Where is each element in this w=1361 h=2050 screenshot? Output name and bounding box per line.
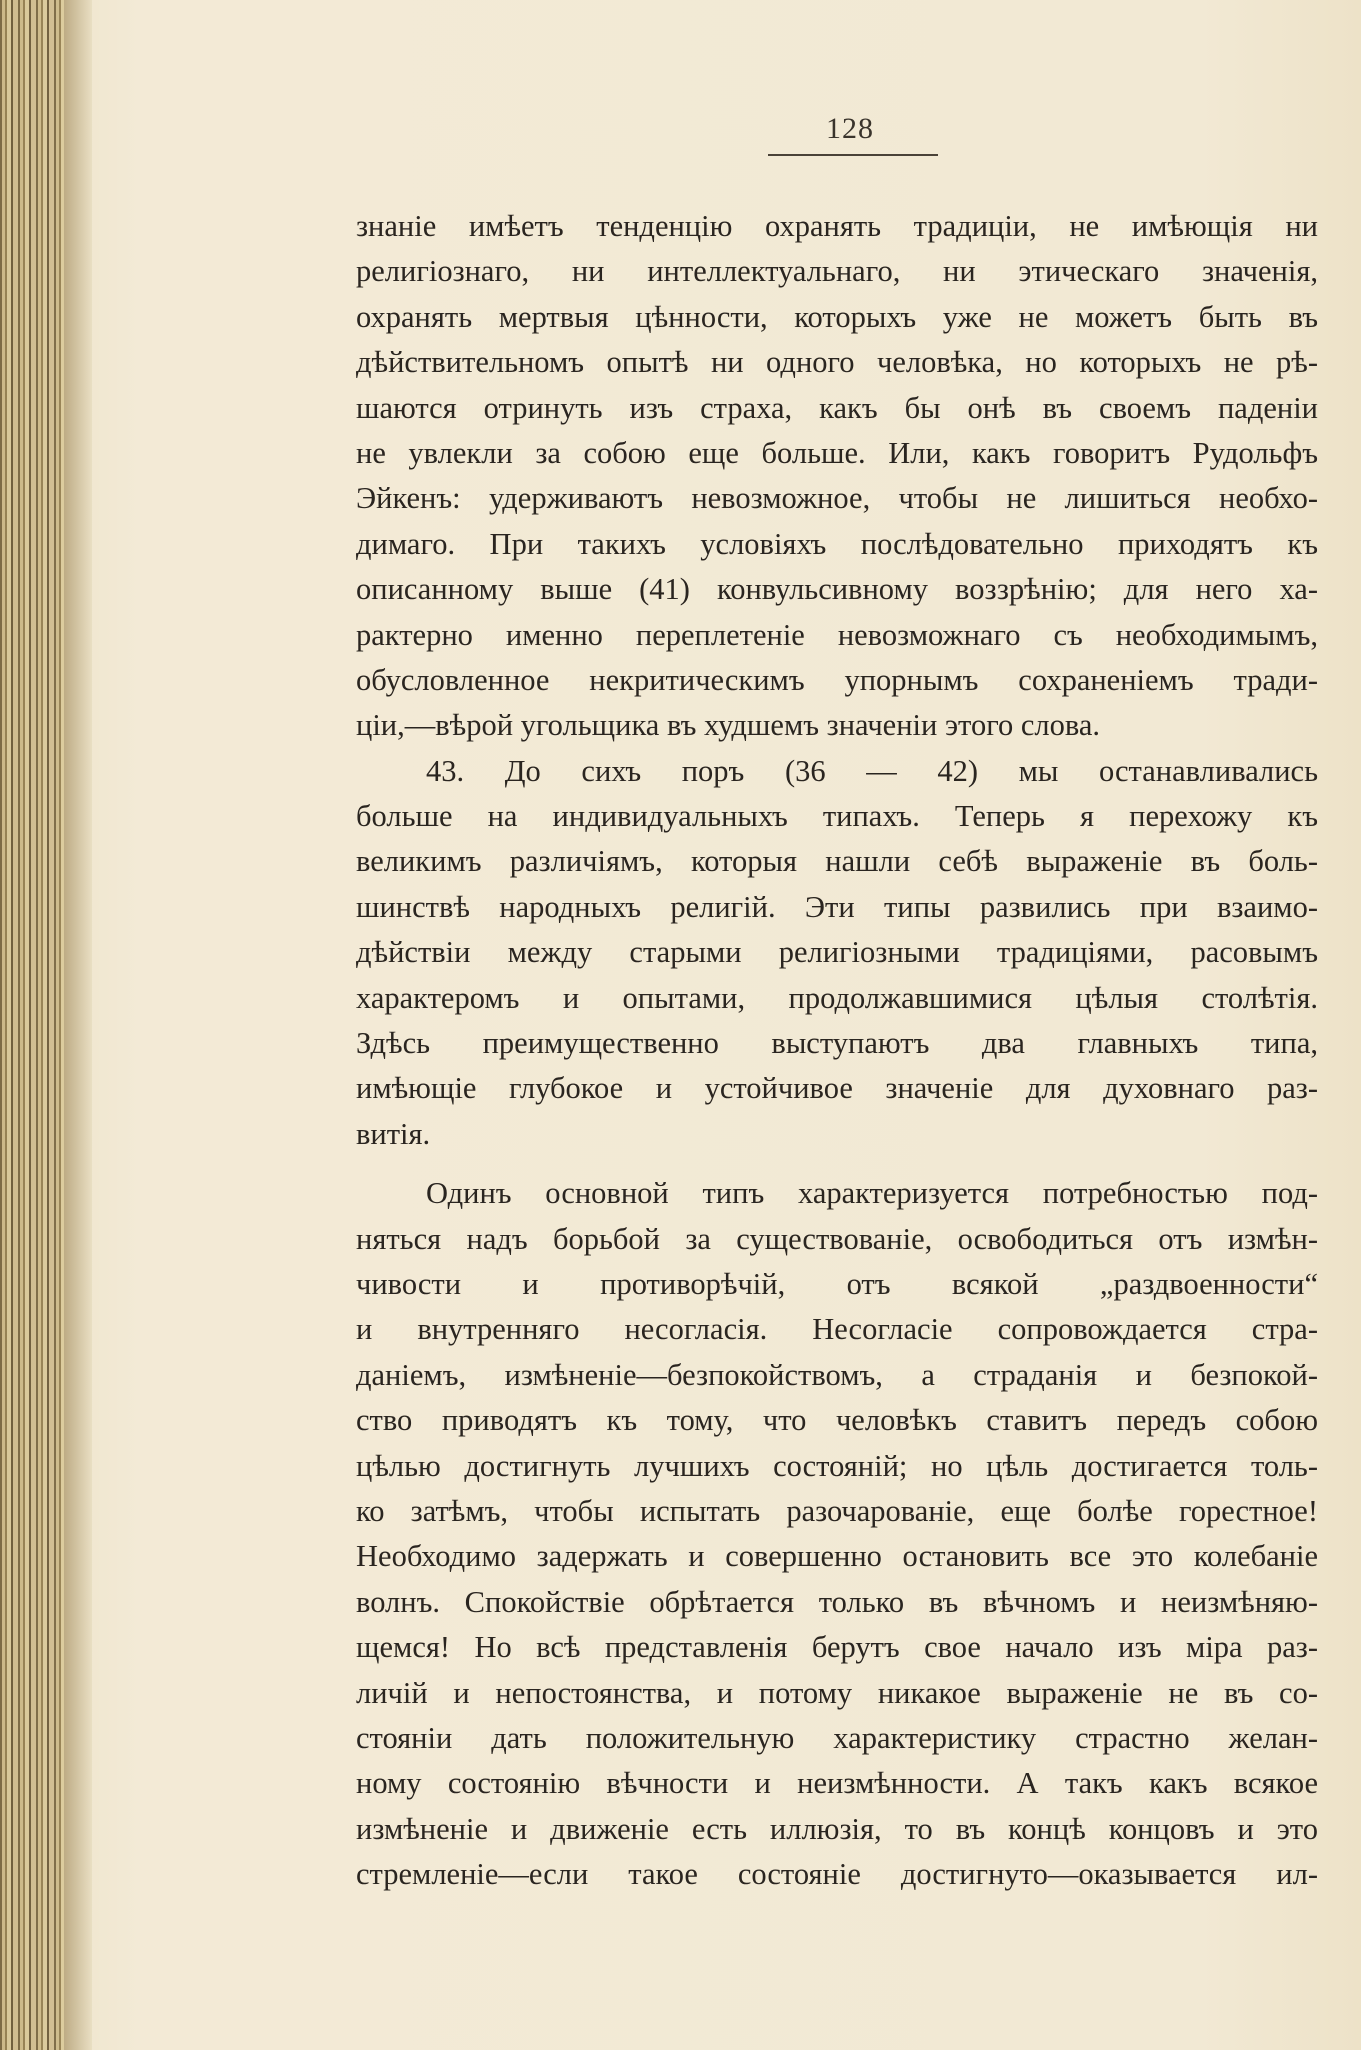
section-43-start: 43. До сихъ поръ (36 — 42) мы останавливались <box>426 753 1318 788</box>
text-line: дѣйствіи между старыми религіозными традиціями, расовымъ <box>356 935 1318 970</box>
text-line: ціи,—вѣрой угольщика въ худшемъ значеніи этого слова. <box>356 708 1101 743</box>
body-text <box>356 204 1318 1897</box>
text-line: больше на индивидуальныхъ типахъ. Теперь я перехожу къ <box>356 799 1318 834</box>
text-line: стремленіе—если такое состояніе достигнуто—оказывается ил- <box>356 1857 1318 1892</box>
text-line: знаніе имѣетъ тенденцію охранять традиціи, не имѣющія ни <box>356 209 1318 243</box>
text-line: ство приводятъ къ тому, что человѣкъ ставитъ передъ собою <box>356 1403 1318 1438</box>
text-line: чивости и противорѣчій, отъ всякой „раздвоенности“ <box>356 1266 1318 1301</box>
text-line: измѣненіе и движеніе есть иллюзія, то въ концѣ концовъ и это <box>356 1811 1318 1846</box>
text-line: щемся! Но всѣ представленія берутъ свое начало изъ міра раз- <box>356 1630 1318 1665</box>
text-line: дѣйствительномъ опытѣ ни одного человѣка, но которыхъ не рѣ- <box>356 345 1318 380</box>
text-line: рактерно именно переплетеніе невозможнаго съ необходимымъ, <box>356 617 1318 652</box>
text-line: ко затѣмъ, чтобы испытать разочарованіе, еще болѣе горестное! <box>356 1493 1318 1528</box>
text-line: няться надъ борьбой за существованіе, освободиться отъ измѣн- <box>356 1221 1318 1256</box>
text-line: димаго. При такихъ условіяхъ послѣдовательно приходятъ къ <box>356 526 1318 561</box>
text-line: волнъ. Спокойствіе обрѣтается только въ вѣчномъ и неизмѣняю- <box>356 1584 1318 1619</box>
paragraph-start: Одинъ основной типъ характеризуется потребностью под- <box>426 1176 1318 1211</box>
text-line: не увлекли за собою еще больше. Или, какъ говоритъ Рудольфъ <box>356 435 1318 470</box>
page-number: 128 <box>826 112 874 145</box>
text-line: личій и непостоянства, и потому никакое выраженіе не въ со- <box>356 1675 1318 1710</box>
text-line: шинствѣ народныхъ религій. Эти типы развились при взаимо- <box>356 889 1318 924</box>
text-line: охранять мертвыя цѣнности, которыхъ уже не можетъ быть въ <box>356 299 1318 334</box>
text-line: описанному выше (41) конвульсивному воззрѣнію; для него ха- <box>356 572 1318 607</box>
book-binding <box>0 0 64 2050</box>
text-line: Здѣсь преимущественно выступаютъ два главныхъ типа, <box>356 1026 1318 1061</box>
text-line: Эйкенъ: удерживаютъ невозможное, чтобы не лишиться необхо- <box>356 481 1318 516</box>
text-line: и внутренняго несогласія. Несогласіе сопровождается стра- <box>356 1312 1318 1347</box>
text-line: обусловленное некритическимъ упорнымъ сохраненіемъ тради- <box>356 662 1318 697</box>
text-line: религіознаго, ни интеллектуальнаго, ни этическаго значенія, <box>356 254 1318 289</box>
text-line: имѣющіе глубокое и устойчивое значеніе для духовнаго раз- <box>356 1071 1318 1106</box>
text-line: характеромъ и опытами, продолжавшимися цѣлыя столѣтія. <box>356 980 1318 1015</box>
text-line: шаются отринуть изъ страха, какъ бы онѣ въ своемъ паденіи <box>356 390 1318 425</box>
page-number-rule <box>768 154 938 156</box>
text-line: цѣлью достигнуть лучшихъ состояній; но цѣль достигается толь- <box>356 1448 1318 1483</box>
text-line: витія. <box>356 1116 431 1151</box>
page-gutter <box>64 0 92 2050</box>
text-line: ному состоянію вѣчности и неизмѣнности. А такъ какъ всякое <box>356 1766 1318 1801</box>
text-line: великимъ различіямъ, которыя нашли себѣ выраженіе въ боль- <box>356 844 1318 879</box>
text-line: стояніи дать положительную характеристику страстно желан- <box>356 1720 1318 1755</box>
text-line: Необходимо задержать и совершенно остановить все это колебаніе <box>356 1539 1318 1574</box>
text-line: даніемъ, измѣненіе—безпокойствомъ, а страданія и безпокой- <box>356 1357 1318 1392</box>
